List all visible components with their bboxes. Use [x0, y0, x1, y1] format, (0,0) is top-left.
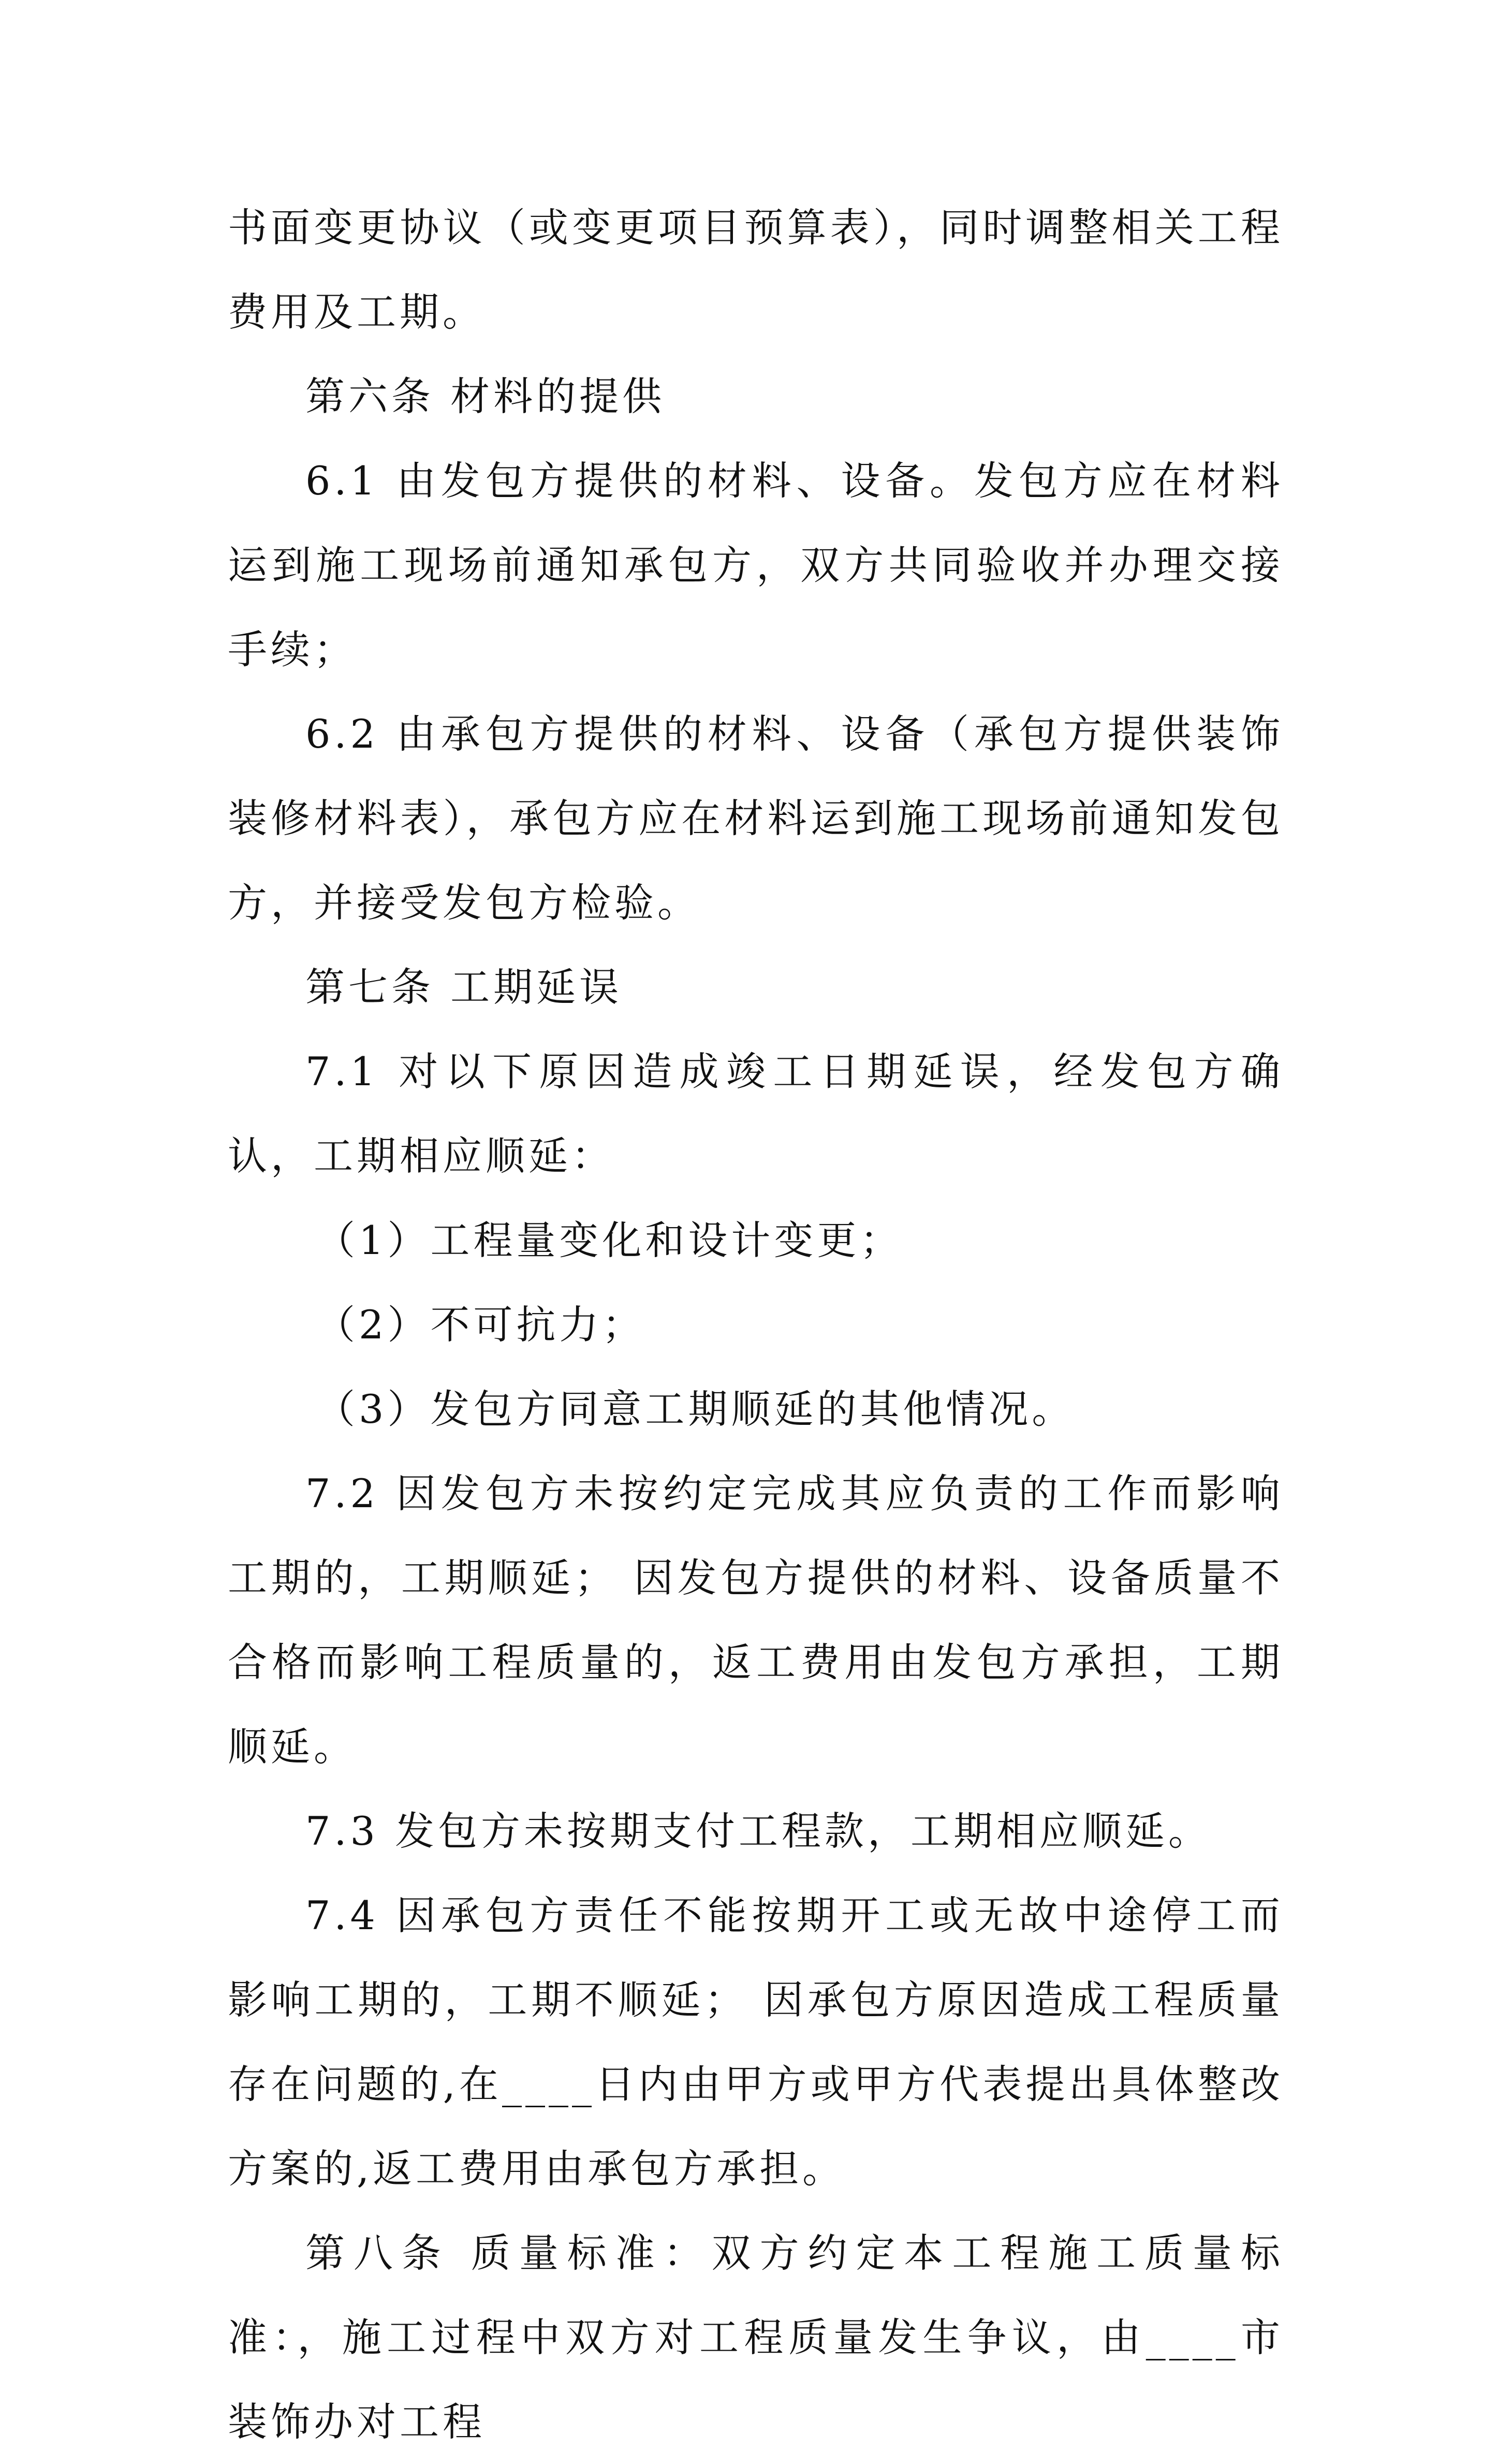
list-item-3: （3）发包方同意工期顺延的其他情况。	[316, 1386, 1075, 1432]
list-item-2: （2）不可抗力；	[316, 1302, 645, 1348]
paragraph-change-agreement: 书面变更协议（或变更项目预算表），同时调整相关工程费用及工期。	[228, 205, 1284, 335]
list-item-1: （1）工程量变化和设计变更；	[316, 1217, 903, 1263]
article-7-heading: 第七条 工期延误	[305, 964, 623, 1010]
clause-6-1: 6.1 由发包方提供的材料、设备。发包方应在材料运到施工现场前通知承包方，双方共同验收并办理交接手续；	[228, 458, 1284, 673]
clause-6-2: 6.2 由承包方提供的材料、设备（承包方提供装饰装修材料表），承包方应在材料运到施工现场前通知发包方，并接受发包方检验。	[228, 711, 1284, 926]
clause-7-3: 7.3 发包方未按期支付工程款，工期相应顺延。	[305, 1808, 1212, 1854]
clause-7-1: 7.1 对以下原因造成竣工日期延误，经发包方确认，工期相应顺延：	[228, 1048, 1284, 1179]
article-8-heading: 第八条 质量标准：双方约定本工程施工质量标准：，施工过程中双方对工程质量发生争议，由____市装饰办对工程	[228, 2230, 1284, 2445]
article-6-heading: 第六条 材料的提供	[305, 373, 666, 419]
document-body	[228, 185, 1284, 2464]
clause-7-4: 7.4 因承包方责任不能按期开工或无故中途停工而影响工期的，工期不顺延； 因承包方原因造成工程质量存在问题的,在____日内由甲方或甲方代表提出具体整改方案的,返工费用由承包方承担。	[228, 1892, 1284, 2192]
clause-7-2: 7.2 因发包方未按约定完成其应负责的工作而影响工期的，工期顺延； 因发包方提供的材料、设备质量不合格而影响工程质量的，返工费用由发包方承担，工期顺延。	[228, 1470, 1284, 1770]
